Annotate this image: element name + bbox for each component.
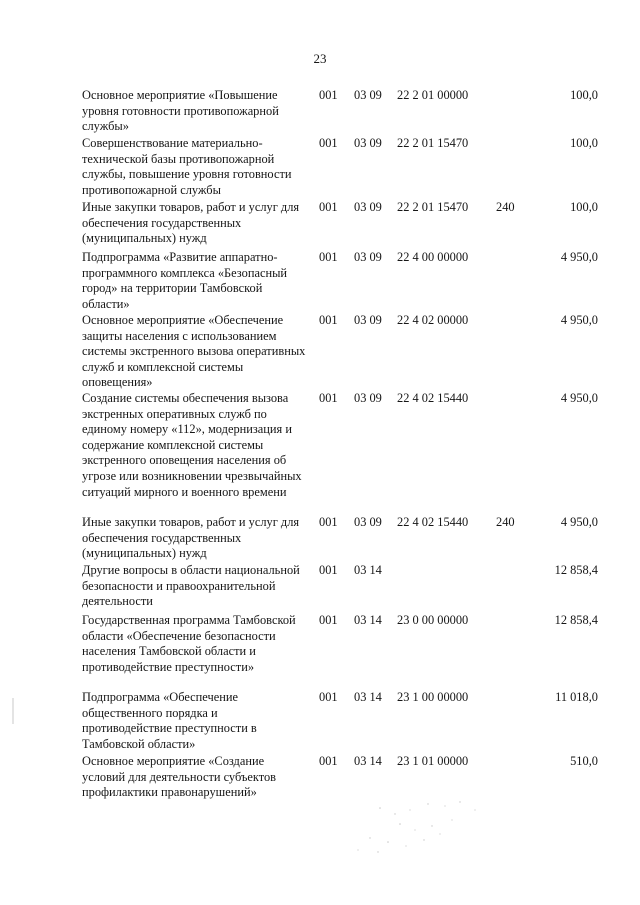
row-target-code: 22 4 02 00000 bbox=[397, 313, 469, 327]
row-name: Совершенствование материально-технической базы противопожарной службы, повышение уровня готовности противопожарной службы bbox=[82, 136, 292, 197]
row-sum: 4 950,0 bbox=[560, 515, 598, 529]
row-section-code: 03 14 bbox=[354, 690, 382, 704]
row-sum: 12 858,4 bbox=[554, 613, 598, 627]
row-gov-code: 001 bbox=[319, 690, 338, 704]
row-target-code: 22 2 01 15470 bbox=[397, 200, 469, 214]
row-section-code: 03 14 bbox=[354, 613, 382, 627]
row-section-code: 03 09 bbox=[354, 313, 382, 327]
row-name: Подпрограмма «Развитие аппаратно-программного комплекса «Безопасный город» на территории Тамбовской области» bbox=[82, 250, 288, 311]
row-section-code: 03 09 bbox=[354, 136, 382, 150]
row-gov-code: 001 bbox=[319, 313, 338, 327]
row-expense-type: 240 bbox=[496, 200, 515, 214]
row-gov-code: 001 bbox=[319, 613, 338, 627]
row-gov-code: 001 bbox=[319, 88, 338, 102]
row-gov-code: 001 bbox=[319, 515, 338, 529]
row-name: Подпрограмма «Обеспечение общественного порядка и противодействие преступности в Тамбовской области» bbox=[82, 690, 257, 751]
row-sum: 100,0 bbox=[570, 136, 598, 150]
row-sum: 12 858,4 bbox=[554, 563, 598, 577]
row-sum: 4 950,0 bbox=[560, 313, 598, 327]
row-sum: 100,0 bbox=[570, 88, 598, 102]
row-sum: 100,0 bbox=[570, 200, 598, 214]
row-section-code: 03 09 bbox=[354, 391, 382, 405]
row-expense-type: 240 bbox=[496, 515, 515, 529]
row-name: Основное мероприятие «Создание условий для деятельности субъектов профилактики правонарушений» bbox=[82, 754, 277, 800]
row-target-code: 23 1 00 00000 bbox=[397, 690, 469, 704]
row-name: Другие вопросы в области национальной безопасности и правоохранительной деятельности bbox=[82, 563, 300, 609]
scan-noise-specks bbox=[340, 790, 500, 860]
row-sum: 11 018,0 bbox=[555, 690, 598, 704]
row-target-code: 22 4 02 15440 bbox=[397, 515, 469, 529]
row-target-code: 23 1 01 00000 bbox=[397, 754, 469, 768]
row-gov-code: 001 bbox=[319, 754, 338, 768]
row-name: Иные закупки товаров, работ и услуг для обеспечения государственных (муниципальных) нужд bbox=[82, 515, 300, 561]
row-section-code: 03 09 bbox=[354, 200, 382, 214]
row-section-code: 03 09 bbox=[354, 250, 382, 264]
row-name: Иные закупки товаров, работ и услуг для обеспечения государственных (муниципальных) нужд bbox=[82, 200, 300, 246]
row-name: Основное мероприятие «Обеспечение защиты населения с использованием системы экстренного вызова оперативных служб и комплексной системы оповещения» bbox=[82, 313, 306, 390]
row-target-code: 22 2 01 15470 bbox=[397, 136, 469, 150]
row-gov-code: 001 bbox=[319, 391, 338, 405]
row-target-code: 23 0 00 00000 bbox=[397, 613, 469, 627]
scan-margin-mark bbox=[8, 696, 18, 726]
row-sum: 4 950,0 bbox=[560, 250, 598, 264]
row-section-code: 03 09 bbox=[354, 88, 382, 102]
row-sum: 4 950,0 bbox=[560, 391, 598, 405]
row-section-code: 03 09 bbox=[354, 515, 382, 529]
page-number: 23 bbox=[313, 51, 327, 66]
row-target-code: 22 4 00 00000 bbox=[397, 250, 469, 264]
row-sum: 510,0 bbox=[570, 754, 598, 768]
row-gov-code: 001 bbox=[319, 250, 338, 264]
row-gov-code: 001 bbox=[319, 136, 338, 150]
row-target-code: 22 4 02 15440 bbox=[397, 391, 469, 405]
row-gov-code: 001 bbox=[319, 563, 338, 577]
row-target-code: 22 2 01 00000 bbox=[397, 88, 469, 102]
row-name: Основное мероприятие «Повышение уровня готовности противопожарной службы» bbox=[82, 88, 279, 134]
row-section-code: 03 14 bbox=[354, 754, 382, 768]
row-section-code: 03 14 bbox=[354, 563, 382, 577]
row-name: Государственная программа Тамбовской области «Обеспечение безопасности населения Тамбовской области и противодействие преступности» bbox=[82, 613, 296, 674]
row-gov-code: 001 bbox=[319, 200, 338, 214]
row-name: Создание системы обеспечения вызова экстренных оперативных служб по единому номеру «112», модернизация и содержание комплексной системы экстренного оповещения населения об угрозе или возникновении чрезвычайных ситуаций мирного и военного времени bbox=[82, 391, 302, 499]
